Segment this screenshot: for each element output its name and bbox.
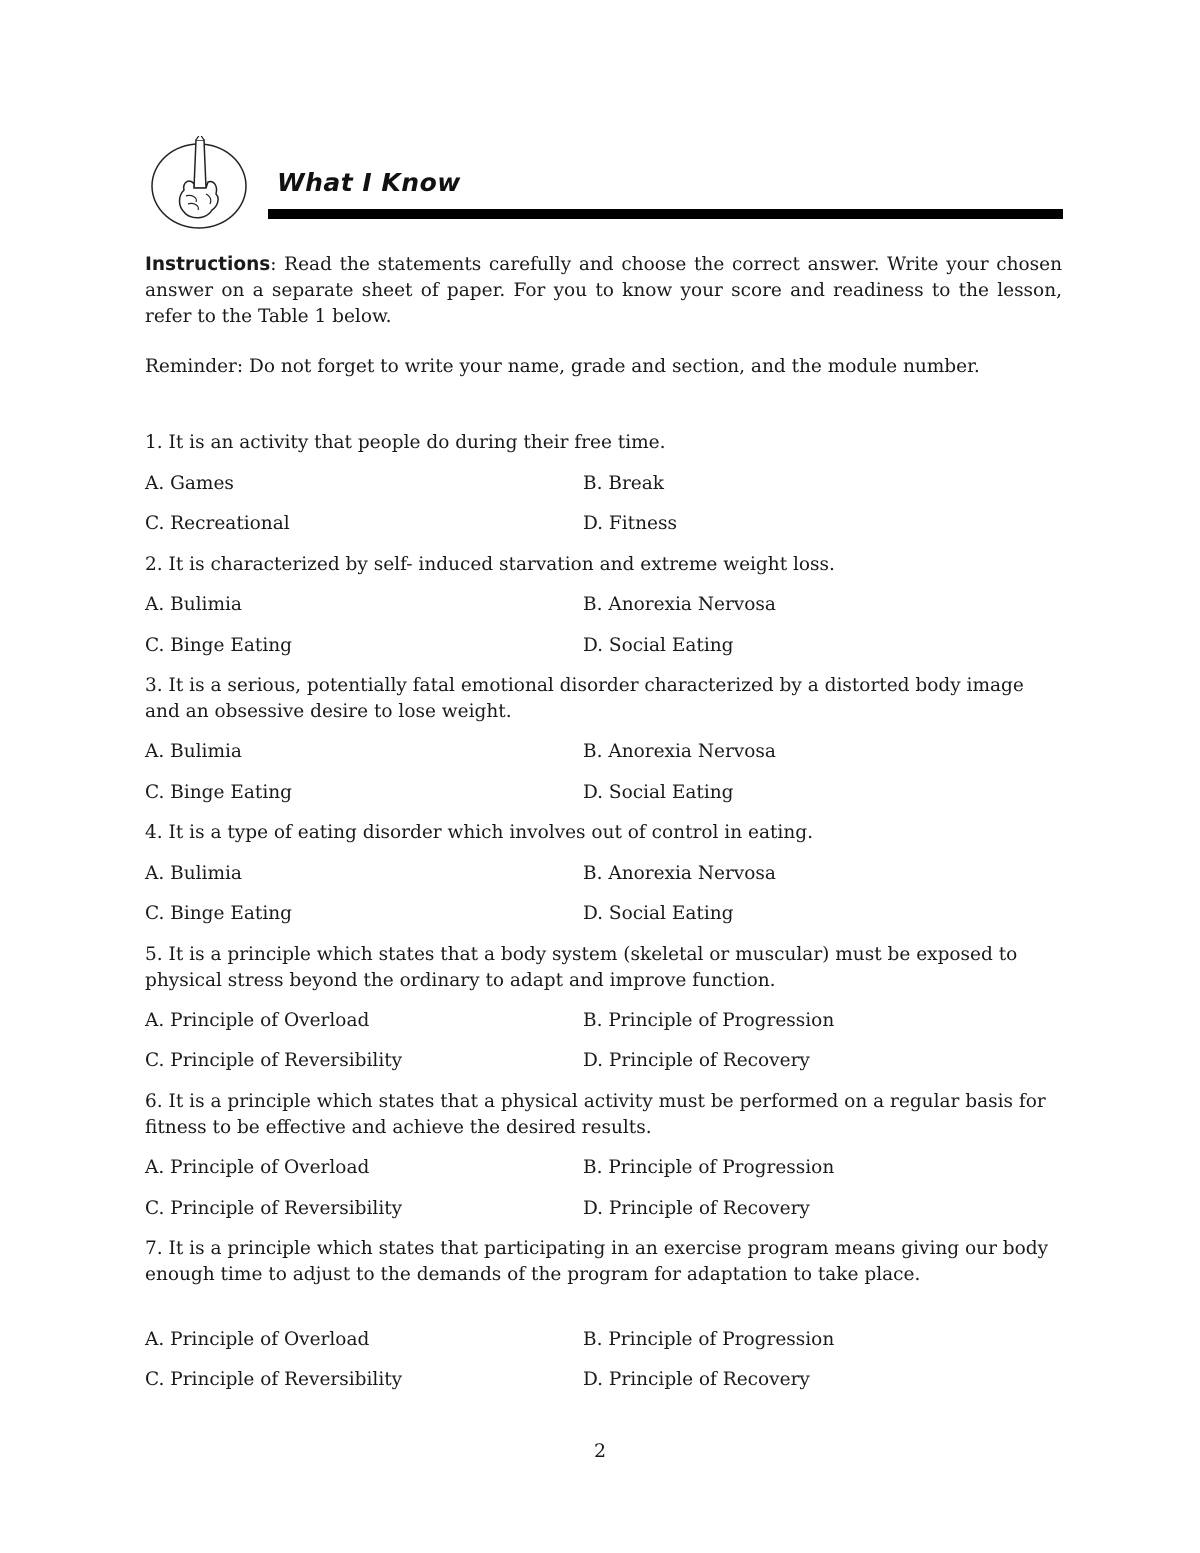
- q2-choice-b: B. Anorexia Nervosa: [583, 594, 776, 615]
- q5-choice-a: A. Principle of Overload: [145, 1010, 370, 1031]
- hand-with-pencil-icon: [148, 136, 250, 232]
- q6-choice-d: D. Principle of Recovery: [583, 1198, 810, 1219]
- title-underline: [268, 209, 1063, 219]
- q4-choice-b: B. Anorexia Nervosa: [583, 863, 776, 884]
- q4-choice-a: A. Bulimia: [145, 863, 242, 884]
- q5-choice-d: D. Principle of Recovery: [583, 1050, 810, 1071]
- q4-choice-c: C. Binge Eating: [145, 903, 292, 924]
- question-1: 1. It is an activity that people do during their free time.: [145, 432, 666, 453]
- q3-choice-b: B. Anorexia Nervosa: [583, 741, 776, 762]
- q3-choice-c: C. Binge Eating: [145, 782, 292, 803]
- instructions-text: : Read the statements carefully and choose the correct answer. Write your chosen answer on a separate sheet of paper. For you to know your score and readiness to the lesson, refer to the Table 1 below.: [145, 254, 1062, 327]
- q7-choice-d: D. Principle of Recovery: [583, 1369, 810, 1390]
- q6-choice-a: A. Principle of Overload: [145, 1157, 370, 1178]
- instructions-label: Instructions: [145, 254, 271, 275]
- question-2: 2. It is characterized by self- induced starvation and extreme weight loss.: [145, 554, 835, 575]
- q1-choice-c: C. Recreational: [145, 513, 290, 534]
- q1-choice-b: B. Break: [583, 473, 664, 494]
- question-5: 5. It is a principle which states that a body system (skeletal or muscular) must be exposed to physical stress beyond the ordinary to adapt and improve function.: [145, 944, 1018, 991]
- q3-choice-a: A. Bulimia: [145, 741, 242, 762]
- instructions-paragraph: [145, 252, 1062, 330]
- page-number: 2: [593, 1440, 607, 1462]
- question-4: 4. It is a type of eating disorder which involves out of control in eating.: [145, 822, 813, 843]
- q4-choice-d: D. Social Eating: [583, 903, 734, 924]
- q7-choice-a: A. Principle of Overload: [145, 1329, 370, 1350]
- q5-choice-b: B. Principle of Progression: [583, 1010, 835, 1031]
- reminder-paragraph: Reminder: Do not forget to write your name, grade and section, and the module number.: [145, 356, 980, 377]
- q2-choice-d: D. Social Eating: [583, 635, 734, 656]
- q6-choice-b: B. Principle of Progression: [583, 1157, 835, 1178]
- question-7: 7. It is a principle which states that participating in an exercise program means giving our body enough time to adjust to the demands of the program for adaptation to take place.: [145, 1238, 1049, 1285]
- q7-choice-b: B. Principle of Progression: [583, 1329, 835, 1350]
- q2-choice-c: C. Binge Eating: [145, 635, 292, 656]
- q1-choice-d: D. Fitness: [583, 513, 677, 534]
- section-title: What I Know: [277, 168, 461, 197]
- q7-choice-c: C. Principle of Reversibility: [145, 1369, 403, 1390]
- q5-choice-c: C. Principle of Reversibility: [145, 1050, 403, 1071]
- q1-choice-a: A. Games: [145, 473, 234, 494]
- question-6: 6. It is a principle which states that a physical activity must be performed on a regular basis for fitness to be effective and achieve the desired results.: [145, 1091, 1046, 1138]
- q6-choice-c: C. Principle of Reversibility: [145, 1198, 403, 1219]
- q2-choice-a: A. Bulimia: [145, 594, 242, 615]
- question-3: 3. It is a serious, potentially fatal emotional disorder characterized by a distorted body image and an obsessive desire to lose weight.: [145, 675, 1024, 722]
- q3-choice-d: D. Social Eating: [583, 782, 734, 803]
